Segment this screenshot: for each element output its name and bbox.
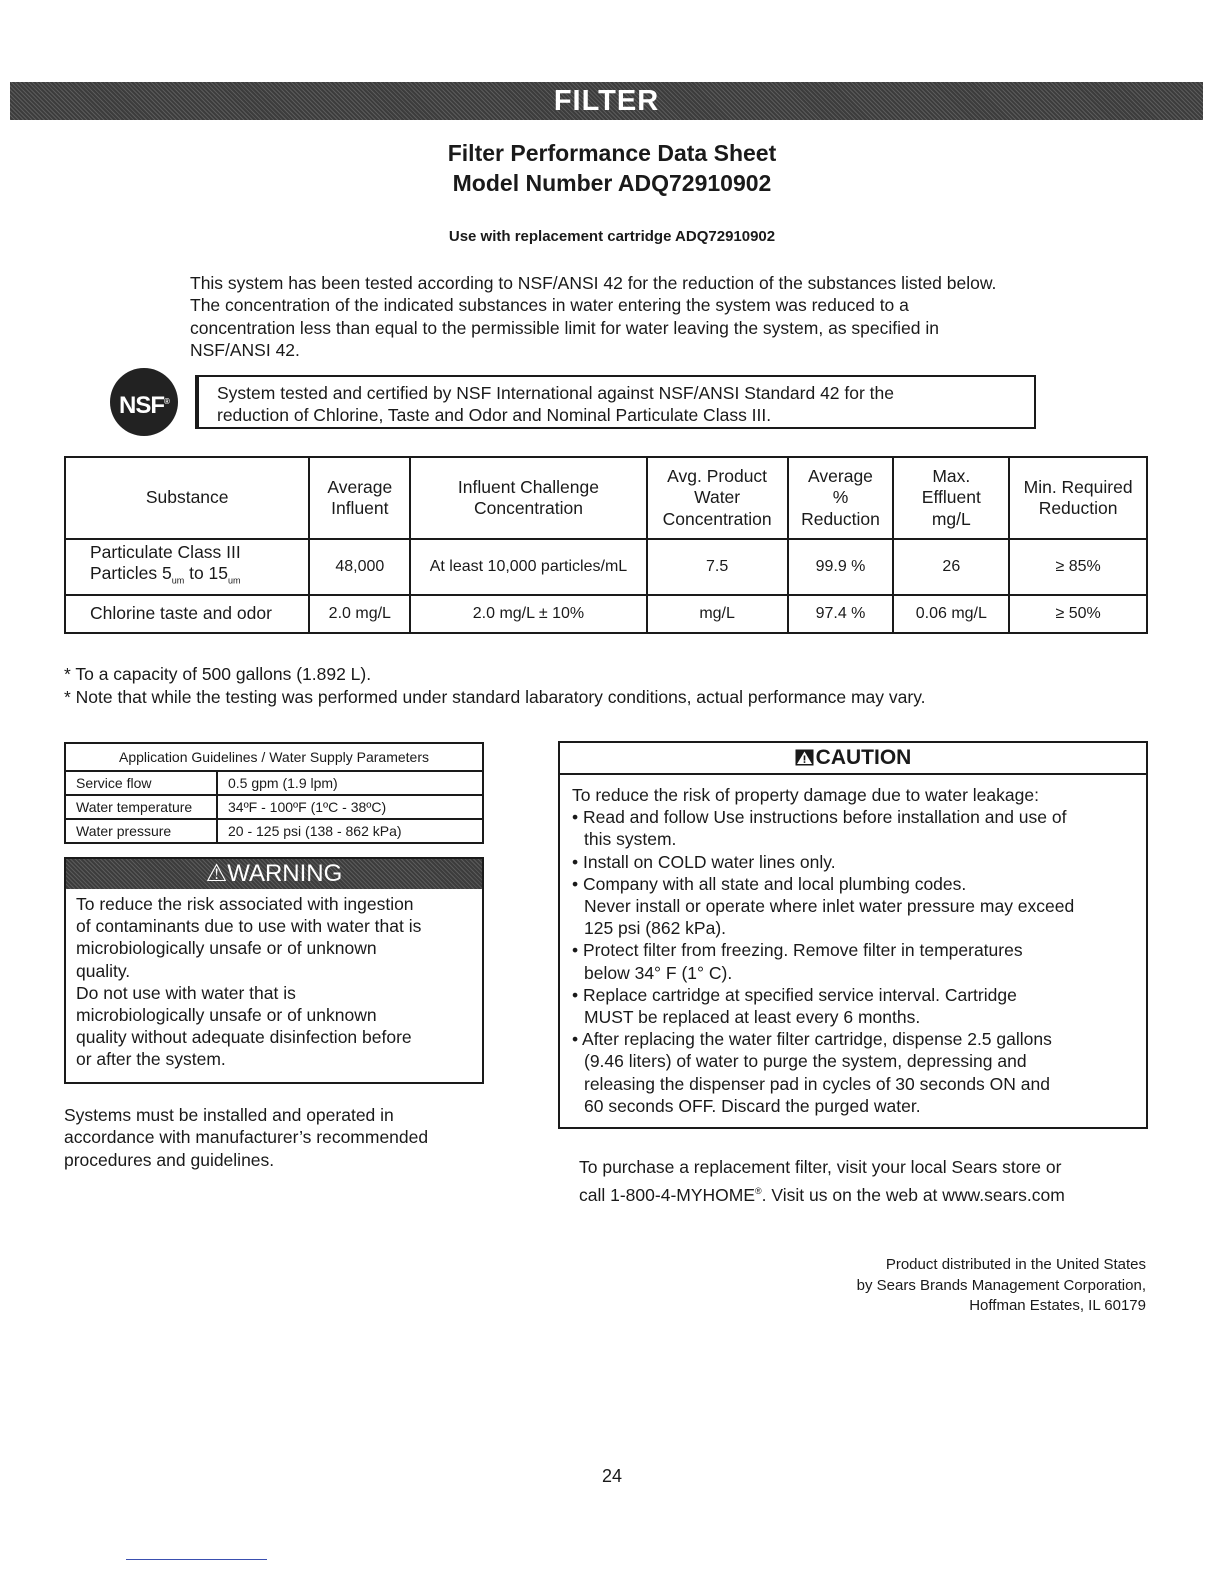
warning-text: To reduce the risk associated with ingestion of contaminants due to use with water that is microbiologically unsafe or of unknown quality. Do not use with water that is microbiologically unsafe or of unknown quality without adequate disinfection before or after the system.: [76, 894, 422, 1070]
registered-mark: ®: [164, 397, 169, 406]
avg-reduction-cell: 97.4 %: [788, 595, 894, 633]
max-effluent-cell: 26: [893, 539, 1009, 595]
certification-line: System tested and certified by NSF International against NSF/ANSI Standard 42 for the: [217, 383, 895, 403]
parameter-value: 34ºF - 100ºF (1ºC - 38ºC): [217, 795, 483, 819]
model-number-title: Model Number ADQ72910902: [452, 170, 772, 196]
performance-table: [64, 456, 1148, 634]
avg-product-cell: mg/L: [647, 595, 788, 633]
parameter-value: 0.5 gpm (1.9 lpm): [217, 771, 483, 795]
parameter-label: Water pressure: [65, 819, 217, 843]
table-row: [65, 795, 483, 819]
intro-line: This system has been tested according to NSF/ANSI 42 for the reduction of the substances listed below.: [190, 273, 997, 293]
header-influent-challenge: Influent Challenge Concentration: [410, 457, 646, 539]
table-row: [65, 539, 1147, 595]
intro-line: The concentration of the indicated substances in water entering the system was reduced to a: [190, 295, 909, 316]
intro-paragraph: [190, 272, 1120, 361]
intro-line: concentration less than equal to the permissible limit for water leaving the system, as specified in: [190, 317, 939, 338]
avg-influent-cell: 48,000: [309, 539, 410, 595]
application-guidelines-title: Application Guidelines / Water Supply Parameters: [65, 743, 483, 771]
influent-challenge-cell: At least 10,000 particles/mL: [410, 539, 646, 595]
footnote: * To a capacity of 500 gallons (1.892 L).: [64, 664, 372, 684]
page-number: 24: [601, 1466, 623, 1486]
caution-box: [558, 741, 1148, 1129]
footnotes: [64, 663, 926, 708]
substance-cell: Particulate Class III Particles $5_{um}$ to $15_{um}$: [65, 539, 309, 595]
replacement-cartridge-note: Use with replacement cartridge ADQ72910902: [448, 228, 776, 245]
header-average-reduction: Average % Reduction: [788, 457, 894, 539]
section-banner: [10, 82, 1203, 120]
parameter-label: Service flow: [65, 771, 217, 795]
nsf-logo-text: NSF: [119, 392, 165, 419]
avg-product-cell: 7.5: [647, 539, 788, 595]
caution-text: To reduce the risk of property damage due to water leakage: • Read and follow Use instructions before installation and use of this system. • Install on COLD water lines only. • Company with all state and local plumbing codes. Never install or operate where inlet water pressure may exceed 125 psi (862 kPa). • Protect filter from freezing. Remove filter in temperatures below 34° F (1° C). • Replace cartridge at specified service interval. Cartridge MUST be replaced at least every 6 months. • After replacing the water filter cartridge, dispense 2.5 gallons (9.46 liters) of water to purge the system, depressing and releasing the dispenser pad in cycles of 30 seconds ON and 60 seconds OFF. Discard the purged water.: [572, 785, 1075, 1116]
avg-reduction-cell: 99.9 %: [788, 539, 894, 595]
header-avg-product-water: Avg. Product Water Concentration: [647, 457, 788, 539]
header-substance: Substance: [65, 457, 309, 539]
substance-cell: Chlorine taste and odor: [65, 595, 309, 633]
page-title: Filter Performance Data Sheet: [447, 140, 777, 166]
certification-box: [195, 375, 1036, 429]
footnote: * Note that while the testing was performed under standard labaratory conditions, actual performance may vary.: [64, 686, 926, 707]
installation-note: Systems must be installed and operated in accordance with manufacturer’s recommended procedures and guidelines.: [64, 1105, 429, 1170]
header-average-influent: Average Influent: [309, 457, 410, 539]
table-row: [65, 771, 483, 795]
caution-triangle-icon: [795, 749, 814, 766]
intro-line: NSF/ANSI 42.: [190, 339, 300, 360]
warning-header: ⚠WARNING: [66, 859, 482, 889]
header-min-required-reduction: Min. Required Reduction: [1009, 457, 1147, 539]
nsf-logo: [110, 368, 178, 436]
warning-box: [64, 857, 484, 1084]
purchase-info: To purchase a replacement filter, visit your local Sears store or call 1-800-4-MYHOME®. Visit us on the web at www.sears.com: [579, 1157, 1065, 1205]
parameter-label: Water temperature: [65, 795, 217, 819]
parameter-value: 20 - 125 psi (138 - 862 kPa): [217, 819, 483, 843]
distributor-info: Product distributed in the United States by Sears Brands Management Corporation, Hoffman Estates, IL 60179: [856, 1256, 1146, 1314]
section-title: FILTER: [553, 85, 660, 117]
application-guidelines-table: [64, 742, 484, 844]
influent-challenge-cell: 2.0 mg/L ± 10%: [410, 595, 646, 633]
table-row: [65, 819, 483, 843]
header-max-effluent: Max. Effluent mg/L: [893, 457, 1009, 539]
caution-header: [560, 743, 1146, 775]
min-reduction-cell: ≥ 50%: [1009, 595, 1147, 633]
avg-influent-cell: 2.0 mg/L: [309, 595, 410, 633]
certification-line: reduction of Chlorine, Taste and Odor and Nominal Particulate Class III.: [217, 405, 772, 425]
footer-divider: [126, 1559, 267, 1560]
table-row: [65, 595, 1147, 633]
caution-title: CAUTION: [815, 746, 912, 769]
table-header-row: [65, 457, 1147, 539]
min-reduction-cell: ≥ 85%: [1009, 539, 1147, 595]
max-effluent-cell: 0.06 mg/L: [893, 595, 1009, 633]
